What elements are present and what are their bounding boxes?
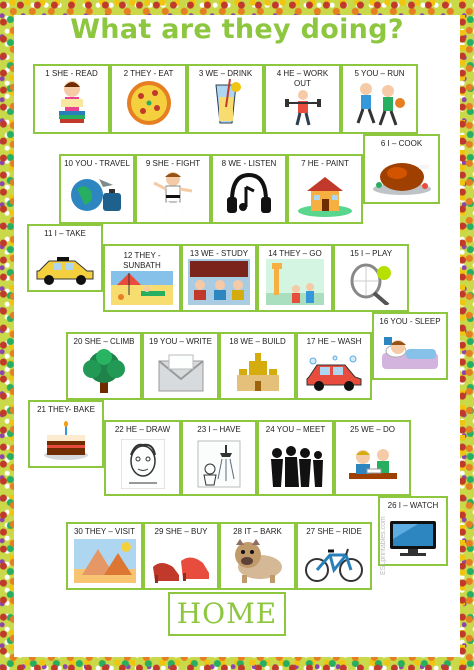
cell-18-we-build — [219, 332, 296, 400]
cell-label: 25 WE – DO — [350, 425, 395, 434]
bicycle-icon — [304, 545, 364, 583]
cell-17-he-wash — [296, 332, 372, 400]
cell-label: 30 THEY – VISIT — [73, 527, 136, 536]
cell-label: 13 WE - STUDY — [189, 249, 249, 258]
cell-12-they-sunbath — [103, 244, 181, 312]
sketch-portrait-icon — [121, 439, 165, 489]
shower-sketch-icon — [196, 439, 242, 489]
car-washing-icon — [305, 353, 363, 393]
cell-label: 16 YOU - SLEEP — [379, 317, 441, 326]
red-shoes-icon — [151, 545, 211, 583]
envelope-icon — [157, 353, 205, 393]
cell-4-he-work-out — [264, 64, 341, 134]
pyramids-icon — [74, 539, 136, 583]
cell-label: 1 SHE - READ — [45, 69, 98, 78]
cell-1-she-read — [33, 64, 110, 134]
watermark-text: ESLprintables.com — [380, 516, 387, 575]
taxi-icon — [35, 253, 95, 285]
cell-9-she-fight — [135, 154, 211, 224]
headphones-icon — [224, 171, 274, 217]
girl-karate-icon — [150, 169, 196, 217]
person-sleeping-icon — [380, 333, 440, 373]
cell-23-i-have — [181, 420, 257, 496]
cell-label: 4 HE – WORK OUT — [276, 69, 329, 88]
girl-reading-icon — [47, 77, 97, 127]
cell-label: 5 YOU – RUN — [354, 69, 405, 78]
cell-label: 27 SHE – RIDE — [306, 527, 362, 536]
kids-running-icon — [352, 79, 408, 127]
homework-icon — [347, 443, 399, 489]
cell-label: 20 SHE – CLIMB — [73, 337, 135, 346]
birthday-cake-icon — [41, 421, 91, 461]
worksheet-title: What are they doing? — [70, 14, 404, 45]
cell-7-he-paint — [287, 154, 363, 224]
home-box: HOME — [168, 592, 286, 636]
cell-label: 15 I – PLAY — [349, 249, 393, 258]
people-meeting-icon — [267, 443, 325, 489]
beach-sunbathing-icon — [111, 271, 173, 305]
cell-label: 6 I – COOK — [380, 139, 423, 148]
drink-glass-icon — [202, 77, 250, 127]
cell-label: 19 YOU – WRITE — [149, 337, 212, 346]
sandcastle-icon — [233, 351, 283, 393]
cell-label: 29 SHE – BUY — [154, 527, 208, 536]
cell-24-you-meet — [257, 420, 334, 496]
cell-label: 28 IT – BARK — [233, 527, 282, 536]
cell-label: 24 YOU – MEET — [265, 425, 326, 434]
cell-8-we-listen — [211, 154, 287, 224]
cell-20-she-climb — [66, 332, 142, 400]
cell-16-you-sleep — [372, 312, 448, 380]
cell-label: 12 THEY - SUNBATH — [123, 251, 161, 270]
cell-5-you-run — [341, 64, 418, 134]
cell-label: 2 THEY - EAT — [123, 69, 174, 78]
cell-label: 17 HE – WASH — [306, 337, 362, 346]
cell-label: 11 I – TAKE — [44, 229, 86, 238]
pizza-icon — [123, 79, 175, 127]
cell-25-we-do — [334, 420, 411, 496]
cell-2-they-eat — [110, 64, 187, 134]
bulldog-icon — [230, 537, 286, 583]
cell-label: 22 HE – DRAW — [114, 425, 171, 434]
cell-label: 3 WE – DRINK — [198, 69, 253, 78]
cell-21-they-bake — [28, 400, 104, 468]
cell-label: 10 YOU - TRAVEL — [64, 159, 130, 168]
man-exercising-icon — [283, 87, 323, 127]
tv-monitor-icon — [388, 519, 438, 559]
cell-13-we-study — [181, 244, 257, 312]
cell-15-i-play — [333, 244, 409, 312]
cell-27-she-ride — [296, 522, 372, 590]
cell-14-they-go — [257, 244, 333, 312]
cell-19-you-write — [142, 332, 219, 400]
house-painting-icon — [297, 171, 353, 217]
cell-label: 26 I – WATCH — [387, 501, 439, 510]
cell-26-i-watch — [378, 496, 448, 566]
tennis-racket-icon — [348, 261, 394, 305]
cell-3-we-drink — [187, 64, 264, 134]
cell-label: 14 THEY – GO — [268, 249, 322, 258]
cell-label: 7 HE - PAINT — [301, 159, 349, 168]
cell-label: 8 WE - LISTEN — [221, 159, 277, 168]
cell-22-he-draw — [104, 420, 181, 496]
cell-11-i-take — [27, 224, 103, 292]
cell-28-it-bark — [219, 522, 296, 590]
cell-30-they-visit — [66, 522, 143, 590]
roast-turkey-icon — [371, 153, 433, 197]
globe-luggage-icon — [69, 173, 125, 217]
tree-icon — [80, 349, 128, 393]
cell-label: 21 THEY- BAKE — [37, 405, 95, 414]
classroom-icon — [188, 259, 250, 305]
cell-label: 23 I – HAVE — [197, 425, 241, 434]
cell-10-you-travel — [59, 154, 135, 224]
zoo-giraffe-icon — [266, 259, 324, 305]
cell-29-she-buy — [143, 522, 219, 590]
cell-6-i-cook — [363, 134, 440, 204]
cell-label: 9 SHE - FIGHT — [145, 159, 201, 168]
cell-label: 18 WE – BUILD — [229, 337, 286, 346]
